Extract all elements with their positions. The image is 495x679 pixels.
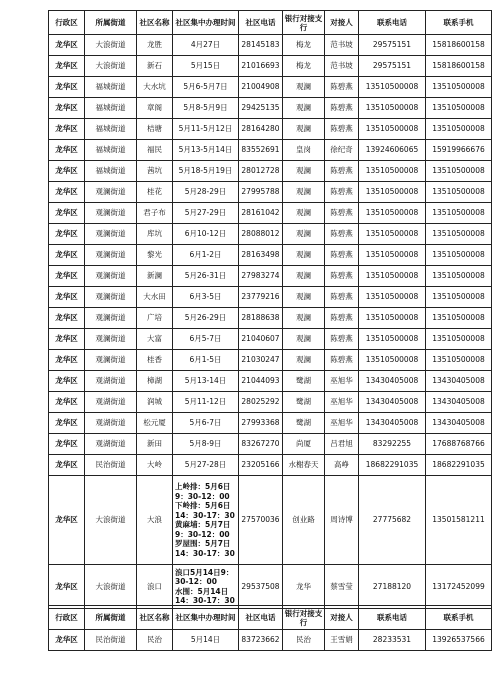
table-row: [49, 308, 492, 329]
cell-time: 4月27日: [173, 35, 239, 56]
table-row: [49, 434, 492, 455]
cell-community: 大富: [137, 329, 173, 350]
cell-district: 龙华区: [49, 56, 85, 77]
cell-community: 新石: [137, 56, 173, 77]
table-row: [49, 98, 492, 119]
community-schedule-table-continued: [48, 605, 492, 651]
column-header: 行政区: [49, 606, 85, 630]
cell-mobile: 13510500008: [426, 266, 492, 287]
cell-street: 观湖街道: [85, 413, 137, 434]
cell-district: 龙华区: [49, 119, 85, 140]
cell-tel: 29575151: [359, 56, 426, 77]
cell-district: 龙华区: [49, 434, 85, 455]
table-body: [49, 35, 492, 609]
cell-mobile: 13430405008: [426, 371, 492, 392]
cell-phone: 83267270: [239, 434, 283, 455]
column-header: 联系电话: [359, 11, 426, 35]
cell-time: 5月26-29日: [173, 308, 239, 329]
cell-street: 福城街道: [85, 98, 137, 119]
cell-tel: 13924606065: [359, 140, 426, 161]
cell-branch: 观澜: [283, 203, 325, 224]
cell-branch: 梅龙: [283, 56, 325, 77]
cell-branch: 观澜: [283, 350, 325, 371]
cell-phone: 83723662: [239, 630, 283, 651]
cell-mobile: 13510500008: [426, 287, 492, 308]
cell-time: 5月15日: [173, 56, 239, 77]
cell-branch: 创业路: [283, 476, 325, 565]
cell-tel: 13510500008: [359, 77, 426, 98]
table-row-dalang: [49, 476, 492, 565]
cell-branch: 观澜: [283, 161, 325, 182]
cell-district: 龙华区: [49, 35, 85, 56]
column-header: 社区电话: [239, 11, 283, 35]
cell-tel: 13510500008: [359, 161, 426, 182]
cell-contact: 陈碧燕: [325, 350, 359, 371]
cell-mobile: 13926537566: [426, 630, 492, 651]
column-header: 所属街道: [85, 606, 137, 630]
column-header: 社区集中办理时间: [173, 11, 239, 35]
cell-phone: 27993368: [239, 413, 283, 434]
cell-street: 观澜街道: [85, 203, 137, 224]
cell-community: 大水田: [137, 287, 173, 308]
cell-contact: 徐纪奇: [325, 140, 359, 161]
cell-branch: 观澜: [283, 119, 325, 140]
cell-branch: 鹭湖: [283, 413, 325, 434]
cell-phone: 28088012: [239, 224, 283, 245]
cell-street: 福城街道: [85, 77, 137, 98]
cell-community: 福民: [137, 140, 173, 161]
cell-mobile: 13501581211: [426, 476, 492, 565]
table-row: [49, 266, 492, 287]
cell-mobile: 15919966676: [426, 140, 492, 161]
cell-street: 观澜街道: [85, 308, 137, 329]
cell-time: 6月1-2日: [173, 245, 239, 266]
cell-district: 龙华区: [49, 413, 85, 434]
cell-tel: 13510500008: [359, 119, 426, 140]
cell-phone: 27995788: [239, 182, 283, 203]
cell-tel: 13510500008: [359, 98, 426, 119]
table-row: [49, 203, 492, 224]
cell-branch: 观澜: [283, 182, 325, 203]
cell-contact: 陈碧燕: [325, 203, 359, 224]
cell-community: 樟湖: [137, 371, 173, 392]
column-header: 社区集中办理时间: [173, 606, 239, 630]
cell-district: 龙华区: [49, 455, 85, 476]
cell-mobile: 13430405008: [426, 413, 492, 434]
cell-street: 大浪街道: [85, 35, 137, 56]
cell-phone: 28163498: [239, 245, 283, 266]
column-header: 对接人: [325, 606, 359, 630]
cell-time: 5月27-28日: [173, 455, 239, 476]
cell-mobile: 13510500008: [426, 245, 492, 266]
cell-branch: 观澜: [283, 287, 325, 308]
cell-phone: 28145183: [239, 35, 283, 56]
table-row: [49, 35, 492, 56]
table-row: [49, 455, 492, 476]
table-row: [49, 140, 492, 161]
column-header: 社区电话: [239, 606, 283, 630]
cell-district: 龙华区: [49, 329, 85, 350]
cell-community: 桂香: [137, 350, 173, 371]
cell-community: 桂花: [137, 182, 173, 203]
cell-district: 龙华区: [49, 392, 85, 413]
cell-tel: 13510500008: [359, 350, 426, 371]
cell-branch: 观澜: [283, 224, 325, 245]
cell-phone: 28164280: [239, 119, 283, 140]
cell-phone: 21004908: [239, 77, 283, 98]
cell-branch: 观澜: [283, 266, 325, 287]
cell-tel: 13510500008: [359, 287, 426, 308]
cell-mobile: 13510500008: [426, 161, 492, 182]
cell-community: 大岭: [137, 455, 173, 476]
cell-contact: 陈碧燕: [325, 308, 359, 329]
table-header-row: [49, 606, 492, 630]
cell-mobile: 15818600158: [426, 35, 492, 56]
cell-branch: 梅龙: [283, 35, 325, 56]
cell-district: 龙华区: [49, 565, 85, 609]
cell-community: 龙胜: [137, 35, 173, 56]
cell-contact: 陈碧燕: [325, 287, 359, 308]
cell-time: 5月28-29日: [173, 182, 239, 203]
cell-time: 5月14日: [173, 630, 239, 651]
cell-community: 新田: [137, 434, 173, 455]
table-row: [49, 245, 492, 266]
cell-tel: 13510500008: [359, 245, 426, 266]
cell-tel: 29575151: [359, 35, 426, 56]
cell-contact: 陈碧燕: [325, 266, 359, 287]
cell-tel: 13510500008: [359, 308, 426, 329]
cell-street: 民治街道: [85, 630, 137, 651]
cell-community: 民治: [137, 630, 173, 651]
cell-time: 上岭排：5月6日 9：30-12：00 下岭排：5月6日 14：30-17：30 黄麻埔：5月7日 9：30-12：00 罗屋围：5月7日 14：30-17：30: [173, 476, 239, 565]
cell-time: 5月13-5月14日: [173, 140, 239, 161]
cell-branch: 鹭湖: [283, 371, 325, 392]
cell-branch: 民治: [283, 630, 325, 651]
cell-street: 大浪街道: [85, 56, 137, 77]
cell-phone: 28161042: [239, 203, 283, 224]
cell-branch: 水榭春天: [283, 455, 325, 476]
cell-street: 观湖街道: [85, 434, 137, 455]
table-row: [49, 287, 492, 308]
cell-branch: 皇岗: [283, 140, 325, 161]
column-header: 联系手机: [426, 606, 492, 630]
cell-community: 桔塘: [137, 119, 173, 140]
cell-time: 5月6-7日: [173, 413, 239, 434]
cell-contact: 巫旭华: [325, 371, 359, 392]
cell-mobile: 13510500008: [426, 77, 492, 98]
cell-phone: 28025292: [239, 392, 283, 413]
cell-time: 6月1-5日: [173, 350, 239, 371]
cell-mobile: 13510500008: [426, 308, 492, 329]
table-row: [49, 56, 492, 77]
cell-time: 6月5-7日: [173, 329, 239, 350]
table-row: [49, 329, 492, 350]
cell-street: 观湖街道: [85, 371, 137, 392]
cell-district: 龙华区: [49, 203, 85, 224]
cell-branch: 鹭湖: [283, 392, 325, 413]
community-schedule-table: [48, 10, 492, 609]
table-row: [49, 224, 492, 245]
cell-time: 6月10-12日: [173, 224, 239, 245]
cell-mobile: 18682291035: [426, 455, 492, 476]
cell-district: 龙华区: [49, 350, 85, 371]
cell-street: 民治街道: [85, 455, 137, 476]
cell-district: 龙华区: [49, 287, 85, 308]
cell-contact: 陈碧燕: [325, 161, 359, 182]
cell-district: 龙华区: [49, 98, 85, 119]
cell-mobile: 13510500008: [426, 350, 492, 371]
cell-community: 松元厦: [137, 413, 173, 434]
cell-district: 龙华区: [49, 182, 85, 203]
cell-time: 5月11-5月12日: [173, 119, 239, 140]
column-header: 行政区: [49, 11, 85, 35]
cell-community: 章阁: [137, 98, 173, 119]
cell-mobile: 13510500008: [426, 329, 492, 350]
cell-phone: 21030247: [239, 350, 283, 371]
cell-tel: 13430405008: [359, 413, 426, 434]
cell-time: 5月8-9日: [173, 434, 239, 455]
cell-contact: 巫旭华: [325, 392, 359, 413]
cell-street: 观澜街道: [85, 287, 137, 308]
cell-district: 龙华区: [49, 308, 85, 329]
cell-branch: 观澜: [283, 77, 325, 98]
cell-phone: 23779216: [239, 287, 283, 308]
cell-phone: 21016693: [239, 56, 283, 77]
cell-street: 福城街道: [85, 119, 137, 140]
cell-district: 龙华区: [49, 140, 85, 161]
cell-tel: 13430405008: [359, 371, 426, 392]
table-row: [49, 119, 492, 140]
cell-phone: 83552691: [239, 140, 283, 161]
cell-branch: 观澜: [283, 98, 325, 119]
column-header: 社区名称: [137, 606, 173, 630]
cell-tel: 27775682: [359, 476, 426, 565]
cell-tel: 28233531: [359, 630, 426, 651]
cell-mobile: 13172452099: [426, 565, 492, 609]
cell-contact: 蔡雪莹: [325, 565, 359, 609]
column-header: 银行对接支行: [283, 11, 325, 35]
cell-street: 观澜街道: [85, 224, 137, 245]
cell-phone: 28188638: [239, 308, 283, 329]
column-header: 联系电话: [359, 606, 426, 630]
cell-phone: 27983274: [239, 266, 283, 287]
cell-street: 观澜街道: [85, 266, 137, 287]
cell-time: 5月8-5月9日: [173, 98, 239, 119]
cell-district: 龙华区: [49, 161, 85, 182]
cell-mobile: 13430405008: [426, 392, 492, 413]
cell-time: 6月3-5日: [173, 287, 239, 308]
cell-district: 龙华区: [49, 266, 85, 287]
cell-branch: 观澜: [283, 308, 325, 329]
cell-time: 5月11-12日: [173, 392, 239, 413]
cell-tel: 13430405008: [359, 392, 426, 413]
cell-district: 龙华区: [49, 630, 85, 651]
cell-mobile: 13510500008: [426, 182, 492, 203]
cell-tel: 13510500008: [359, 329, 426, 350]
cell-mobile: 17688768766: [426, 434, 492, 455]
table-row: [49, 413, 492, 434]
cell-contact: 巫旭华: [325, 413, 359, 434]
cell-contact: 周诗博: [325, 476, 359, 565]
cell-mobile: 13510500008: [426, 203, 492, 224]
cell-branch: 龙华: [283, 565, 325, 609]
cell-street: 观澜街道: [85, 350, 137, 371]
cell-street: 福城街道: [85, 140, 137, 161]
cell-community: 大浪: [137, 476, 173, 565]
cell-district: 龙华区: [49, 77, 85, 98]
cell-time: 5月26-31日: [173, 266, 239, 287]
cell-contact: 陈碧燕: [325, 245, 359, 266]
column-header: 银行对接支行: [283, 606, 325, 630]
cell-tel: 13510500008: [359, 224, 426, 245]
cell-contact: 范书坡: [325, 35, 359, 56]
cell-district: 龙华区: [49, 476, 85, 565]
cell-contact: 陈碧燕: [325, 329, 359, 350]
cell-contact: 陈碧燕: [325, 98, 359, 119]
cell-time: 5月18-5月19日: [173, 161, 239, 182]
cell-time: 5月6-5月7日: [173, 77, 239, 98]
cell-street: 大浪街道: [85, 565, 137, 609]
cell-mobile: 13510500008: [426, 119, 492, 140]
cell-tel: 27188120: [359, 565, 426, 609]
cell-district: 龙华区: [49, 224, 85, 245]
cell-mobile: 13510500008: [426, 98, 492, 119]
cell-tel: 83292255: [359, 434, 426, 455]
cell-contact: 吕君旭: [325, 434, 359, 455]
cell-contact: 高峥: [325, 455, 359, 476]
cell-phone: 28012728: [239, 161, 283, 182]
table-row: [49, 371, 492, 392]
cell-street: 大浪街道: [85, 476, 137, 565]
table-row: [49, 350, 492, 371]
cell-branch: 尚厦: [283, 434, 325, 455]
cell-community: 大水坑: [137, 77, 173, 98]
cell-tel: 13510500008: [359, 203, 426, 224]
cell-mobile: 13510500008: [426, 224, 492, 245]
cell-time: 5月27-29日: [173, 203, 239, 224]
table-row-langkou: [49, 565, 492, 609]
cell-tel: 13510500008: [359, 182, 426, 203]
cell-phone: 21040607: [239, 329, 283, 350]
cell-phone: 23205166: [239, 455, 283, 476]
cell-street: 观湖街道: [85, 392, 137, 413]
cell-time: 浪口5月14日9： 30-12：00 水围：5月14日 14：30-17：30: [173, 565, 239, 609]
table-body: [49, 630, 492, 651]
cell-street: 观澜街道: [85, 245, 137, 266]
cell-district: 龙华区: [49, 245, 85, 266]
cell-street: 福城街道: [85, 161, 137, 182]
table-row: [49, 161, 492, 182]
cell-contact: 陈碧燕: [325, 77, 359, 98]
cell-community: 广培: [137, 308, 173, 329]
cell-branch: 观澜: [283, 329, 325, 350]
cell-contact: 陈碧燕: [325, 182, 359, 203]
cell-community: 浪口: [137, 565, 173, 609]
cell-tel: 18682291035: [359, 455, 426, 476]
table-row: [49, 182, 492, 203]
column-header: 社区名称: [137, 11, 173, 35]
cell-street: 观澜街道: [85, 182, 137, 203]
cell-community: 黎光: [137, 245, 173, 266]
cell-tel: 13510500008: [359, 266, 426, 287]
cell-contact: 范书坡: [325, 56, 359, 77]
column-header: 所属街道: [85, 11, 137, 35]
cell-phone: 27570036: [239, 476, 283, 565]
column-header: 联系手机: [426, 11, 492, 35]
cell-community: 润城: [137, 392, 173, 413]
cell-district: 龙华区: [49, 371, 85, 392]
cell-community: 新澜: [137, 266, 173, 287]
cell-contact: 陈碧燕: [325, 119, 359, 140]
table-row: [49, 392, 492, 413]
cell-phone: 29537508: [239, 565, 283, 609]
cell-community: 君子布: [137, 203, 173, 224]
column-header: 对接人: [325, 11, 359, 35]
table-row: [49, 77, 492, 98]
cell-contact: 陈碧燕: [325, 224, 359, 245]
cell-phone: 21044093: [239, 371, 283, 392]
cell-community: 库坑: [137, 224, 173, 245]
cell-community: 茜坑: [137, 161, 173, 182]
table-row: [49, 630, 492, 651]
cell-contact: 王雪娟: [325, 630, 359, 651]
cell-street: 观澜街道: [85, 329, 137, 350]
cell-time: 5月13-14日: [173, 371, 239, 392]
cell-branch: 观澜: [283, 245, 325, 266]
cell-mobile: 15818600158: [426, 56, 492, 77]
table-header-row: [49, 11, 492, 35]
cell-phone: 29425135: [239, 98, 283, 119]
